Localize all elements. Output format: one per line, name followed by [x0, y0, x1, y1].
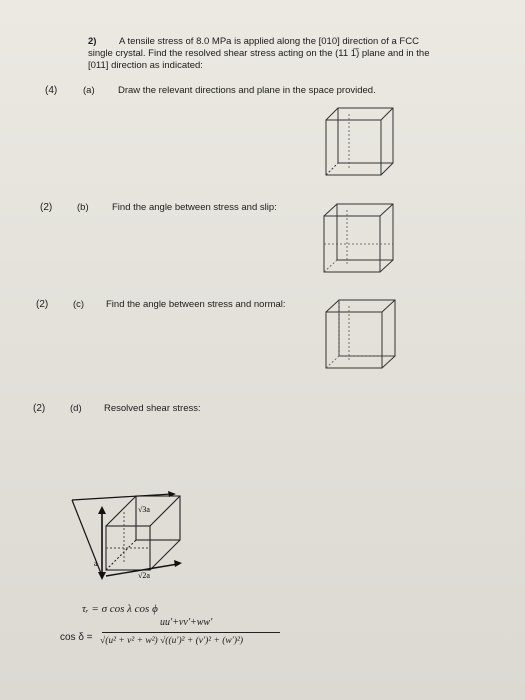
part-a-label: (a)	[83, 85, 95, 96]
cos-delta-numerator: uu′+vv′+ww′	[160, 617, 213, 628]
part-c-label: (c)	[73, 299, 85, 310]
part-c-marks: (2)	[36, 299, 49, 310]
cos-delta-denominator: √(u² + v² + w²) √((u′)² + (v′)² + (w′)²)	[100, 636, 244, 646]
part-b-marks: (2)	[40, 202, 53, 213]
part-c-text: Find the angle between stress and normal:	[106, 299, 286, 310]
part-a-text: Draw the relevant directions and plane in the space provided.	[118, 85, 376, 96]
label-a: a	[94, 559, 98, 568]
part-a-marks: (4)	[45, 85, 58, 96]
cube-sketch-c	[320, 296, 402, 374]
cube-sketch-a	[320, 104, 400, 184]
problem-line-1: A tensile stress of 8.0 MPa is applied along the [010] direction of a FCC	[119, 36, 419, 47]
cos-delta-label: cos δ =	[60, 632, 93, 643]
part-d-label: (d)	[70, 403, 82, 414]
part-b-label: (b)	[77, 202, 89, 213]
schmid-law-formula: τᵣ = σ cos λ cos ϕ	[82, 603, 158, 615]
label-sqrt2a: √2a	[138, 571, 150, 580]
fraction-bar	[102, 632, 280, 633]
part-b-text: Find the angle between stress and slip:	[112, 202, 277, 213]
problem-number: 2)	[88, 36, 97, 47]
problem-line-3: [011] direction as indicated:	[88, 60, 203, 71]
slip-system-figure	[66, 488, 196, 588]
label-sqrt3a: √3a	[138, 505, 150, 514]
part-d-marks: (2)	[33, 403, 46, 414]
cube-sketch-b	[318, 200, 400, 278]
part-d-text: Resolved shear stress:	[104, 403, 201, 414]
problem-line-2: single crystal. Find the resolved shear stress acting on the (11 1̅) plane and in the	[88, 48, 430, 59]
